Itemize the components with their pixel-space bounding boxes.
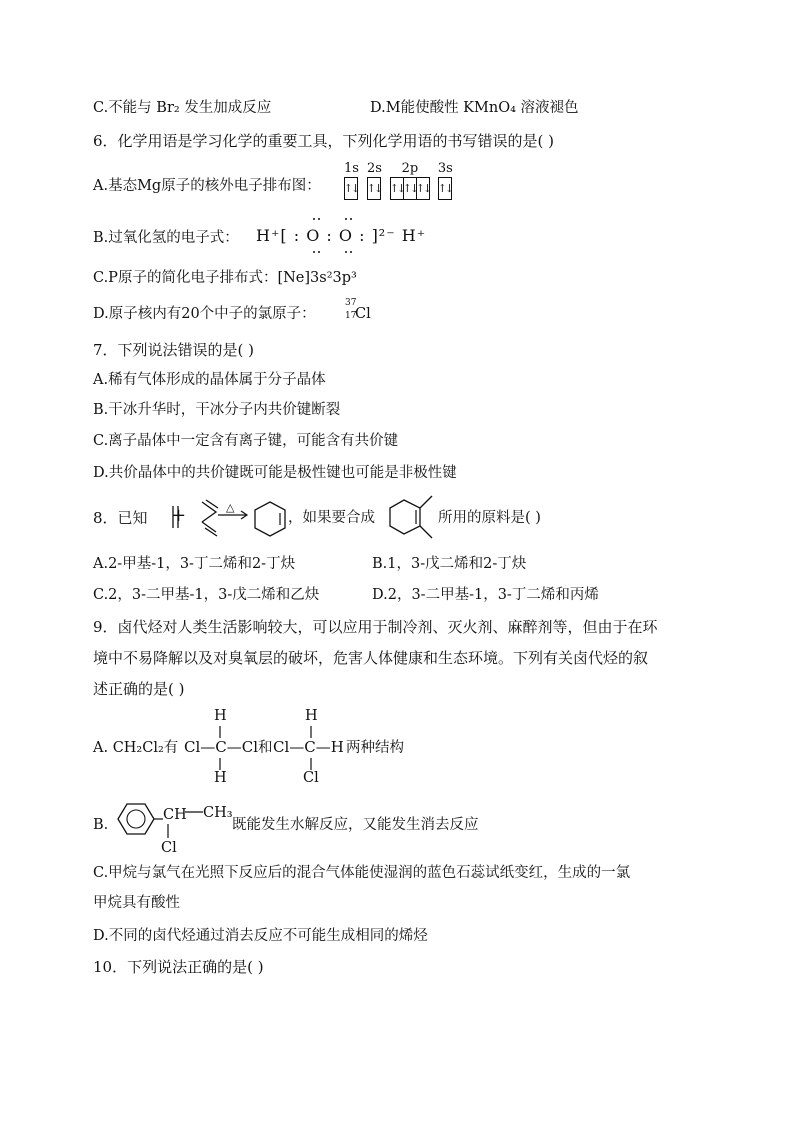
peroxide-electron-formula: H⁺[ : O : O : ]²⁻ H⁺ xyxy=(256,226,427,245)
orbital-cell: ↑↓ xyxy=(366,181,382,195)
lone-pair-dot xyxy=(345,218,347,220)
option-8a: A.2-甲基-1，3-丁二烯和2-丁炔 xyxy=(93,556,296,572)
orbital-box xyxy=(344,177,358,200)
orbital-label: 2s xyxy=(366,161,382,176)
orbital-group xyxy=(344,162,359,200)
question-6-stem: 6．化学用语是学习化学的重要工具，下列化学用语的书写错误的是( ) xyxy=(93,132,555,150)
lone-pair-dot xyxy=(313,251,315,253)
orbital-group xyxy=(390,162,430,200)
orbital-label: 3s xyxy=(437,161,453,176)
orbital-group xyxy=(367,162,382,200)
struct2-top-h: H xyxy=(305,708,318,724)
orbital-diagram xyxy=(344,162,453,200)
orbital-box xyxy=(367,177,381,200)
struct1-top-h: H xyxy=(214,708,227,724)
option-8c: C.2，3-二甲基-1，3-戊二烯和乙炔 xyxy=(93,587,320,603)
reaction-arrow xyxy=(216,510,250,520)
option-7b: B.干冰升华时，干冰分子内共价键断裂 xyxy=(93,402,341,418)
plus-sign: + xyxy=(171,505,187,526)
option-5c: C.不能与 Br₂ 发生加成反应 xyxy=(93,100,272,116)
question-8-suffix: 所用的原料是( ) xyxy=(438,510,541,526)
orbital-cell: ↑↓ xyxy=(404,178,417,199)
lone-pair-dot xyxy=(318,218,320,220)
option-5d: D.M能使酸性 KMnO₄ 溶液褪色 xyxy=(370,100,579,116)
option-7c: C.离子晶体中一定含有离子键，可能含有共价键 xyxy=(93,433,399,449)
dimethylcyclohexene-structure xyxy=(382,488,440,544)
chloro-substituent: Cl xyxy=(161,840,177,856)
orbital-label: 2p xyxy=(401,161,419,176)
option-7d: D.共价晶体中的共价键既可能是极性键也可能是非极性键 xyxy=(93,465,457,481)
question-9-line-1: 9．卤代烃对人类生活影响较大，可以应用于制冷剂、灭火剂、麻醉剂等，但由于在环 xyxy=(93,618,658,636)
lone-pair-dot xyxy=(345,251,347,253)
orbital-box xyxy=(390,177,430,200)
option-9c-line-2: 甲烷具有酸性 xyxy=(93,895,180,911)
option-6a-text: A.基态Mg原子的核外电子排布图： xyxy=(93,178,321,194)
methine-group: CH xyxy=(163,807,187,823)
option-9d: D.不同的卤代烃通过消去反应不可能生成相同的烯烃 xyxy=(93,928,428,944)
option-9c-line-1: C.甲烷与氯气在光照下反应后的混合气体能使湿润的蓝色石蕊试纸变红，生成的一氯 xyxy=(93,865,631,881)
benzene-ring xyxy=(108,795,164,845)
isotope-atomic-number: 17 xyxy=(345,311,357,321)
question-9-line-3: 述正确的是( ) xyxy=(93,680,185,698)
option-8b: B.1，3-戊二烯和2-丁炔 xyxy=(372,556,527,572)
lone-pair-dot xyxy=(313,218,315,220)
option-9a-prefix: A. CH₂Cl₂有 xyxy=(93,740,179,756)
orbital-cell: ↑↓ xyxy=(391,178,404,199)
option-8d: D.2，3-二甲基-1，3-丁二烯和丙烯 xyxy=(372,587,599,603)
question-8-mid: ，如果要合成 xyxy=(288,510,375,526)
struct2-vertical-bonds xyxy=(305,724,317,772)
struct1-chain: Cl—C—Cl xyxy=(184,738,259,756)
orbital-group xyxy=(438,162,453,200)
orbital-cell: ↑↓ xyxy=(437,181,453,195)
option-9b-suffix: 既能发生水解反应，又能发生消去反应 xyxy=(232,817,479,833)
option-9a-suffix: 两种结构 xyxy=(346,740,404,756)
struct2-bottom-cl: Cl xyxy=(303,770,319,786)
question-8-prefix: 8．已知 xyxy=(93,509,148,527)
orbital-box xyxy=(438,177,452,200)
option-6d-text: D.原子核内有20个中子的氯原子： xyxy=(93,306,316,322)
ch-ch3-bond xyxy=(183,806,205,816)
orbital-label: 1s xyxy=(344,161,359,176)
orbital-cell: ↑↓ xyxy=(343,181,359,195)
option-9b-prefix: B. xyxy=(93,817,109,833)
isotope-mass-number: 37 xyxy=(345,298,357,308)
struct1-bottom-h: H xyxy=(214,770,227,786)
question-9-line-2: 境中不易降解以及对臭氧层的破坏，危害人体健康和生态环境。下列有关卤代烃的叙 xyxy=(93,649,649,667)
option-6c: C.P原子的简化电子排布式：[Ne]3s²3p³ xyxy=(93,270,357,286)
lone-pair-dot xyxy=(350,251,352,253)
cyclohexene-structure xyxy=(250,498,290,540)
lone-pair-dot xyxy=(350,218,352,220)
struct1-vertical-bonds xyxy=(214,724,226,772)
struct2-chain: Cl—C—H xyxy=(273,738,344,756)
question-7-stem: 7．下列说法错误的是( ) xyxy=(93,341,255,359)
question-10-stem: 10．下列说法正确的是( ) xyxy=(93,958,264,976)
option-9a-and: 和 xyxy=(258,740,273,756)
lone-pair-dot xyxy=(318,251,320,253)
orbital-cell: ↑↓ xyxy=(415,181,431,195)
methyl-group: CH₃ xyxy=(203,805,233,821)
isotope-symbol: Cl xyxy=(355,306,371,322)
heat-symbol: △ xyxy=(226,501,235,514)
option-6b-text: B.过氧化氢的电子式： xyxy=(93,230,239,246)
option-7a: A.稀有气体形成的晶体属于分子晶体 xyxy=(93,372,326,388)
